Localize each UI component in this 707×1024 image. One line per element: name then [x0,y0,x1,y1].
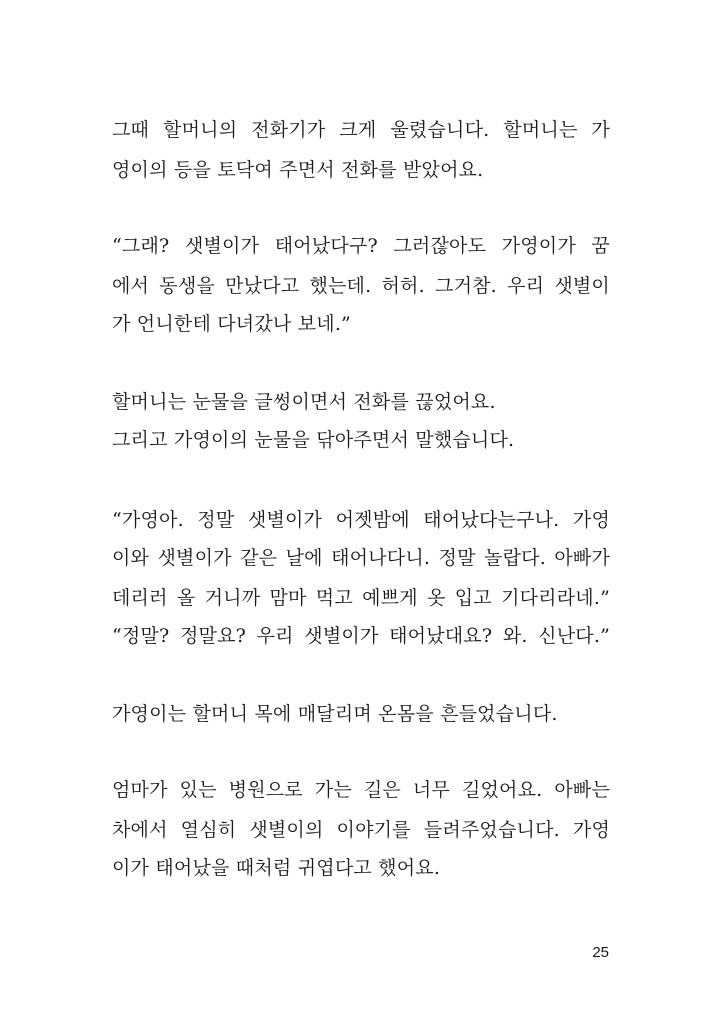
text-line: 가 언니한테 다녀갔나 보네.” [112,313,351,335]
text-line: 이가 태어났을 때처럼 귀엽다고 했어요. [112,857,441,879]
text-line: 그리고 가영이의 눈물을 닦아주면서 말했습니다. [112,429,515,451]
text-line: “그래? 샛별이가 태어났다구? 그러잖아도 가영이가 꿈 [112,235,610,257]
text-line: 영이의 등을 토닥여 주면서 전화를 받았어요. [112,159,484,181]
text-line: 가영이는 할머니 목에 매달리며 온몸을 흔들었습니다. [112,703,558,725]
text-line: 할머니는 눈물을 글썽이면서 전화를 끊었어요. [112,391,496,413]
text-line: 이와 샛별이가 같은 날에 태어나다니. 정말 놀랍다. 아빠가 [112,547,610,569]
text-line: 그때 할머니의 전화기가 크게 울렸습니다. 할머니는 가 [112,119,610,141]
text-line: “가영아. 정말 샛별이가 어젯밤에 태어났다는구나. 가영 [112,509,610,531]
text-line: 데리러 올 거니까 맘마 먹고 예쁘게 옷 입고 기다리라네.” [112,587,610,609]
text-line: 에서 동생을 만났다고 했는데. 허허. 그거참. 우리 샛별이 [112,275,610,297]
text-line: 엄마가 있는 병원으로 가는 길은 너무 길었어요. 아빠는 [112,779,610,801]
text-line: 차에서 열심히 샛별이의 이야기를 들려주었습니다. 가영 [112,819,610,841]
text-line: “정말? 정말요? 우리 샛별이가 태어났대요? 와. 신난다.” [112,625,610,647]
page-number: 25 [592,944,609,961]
